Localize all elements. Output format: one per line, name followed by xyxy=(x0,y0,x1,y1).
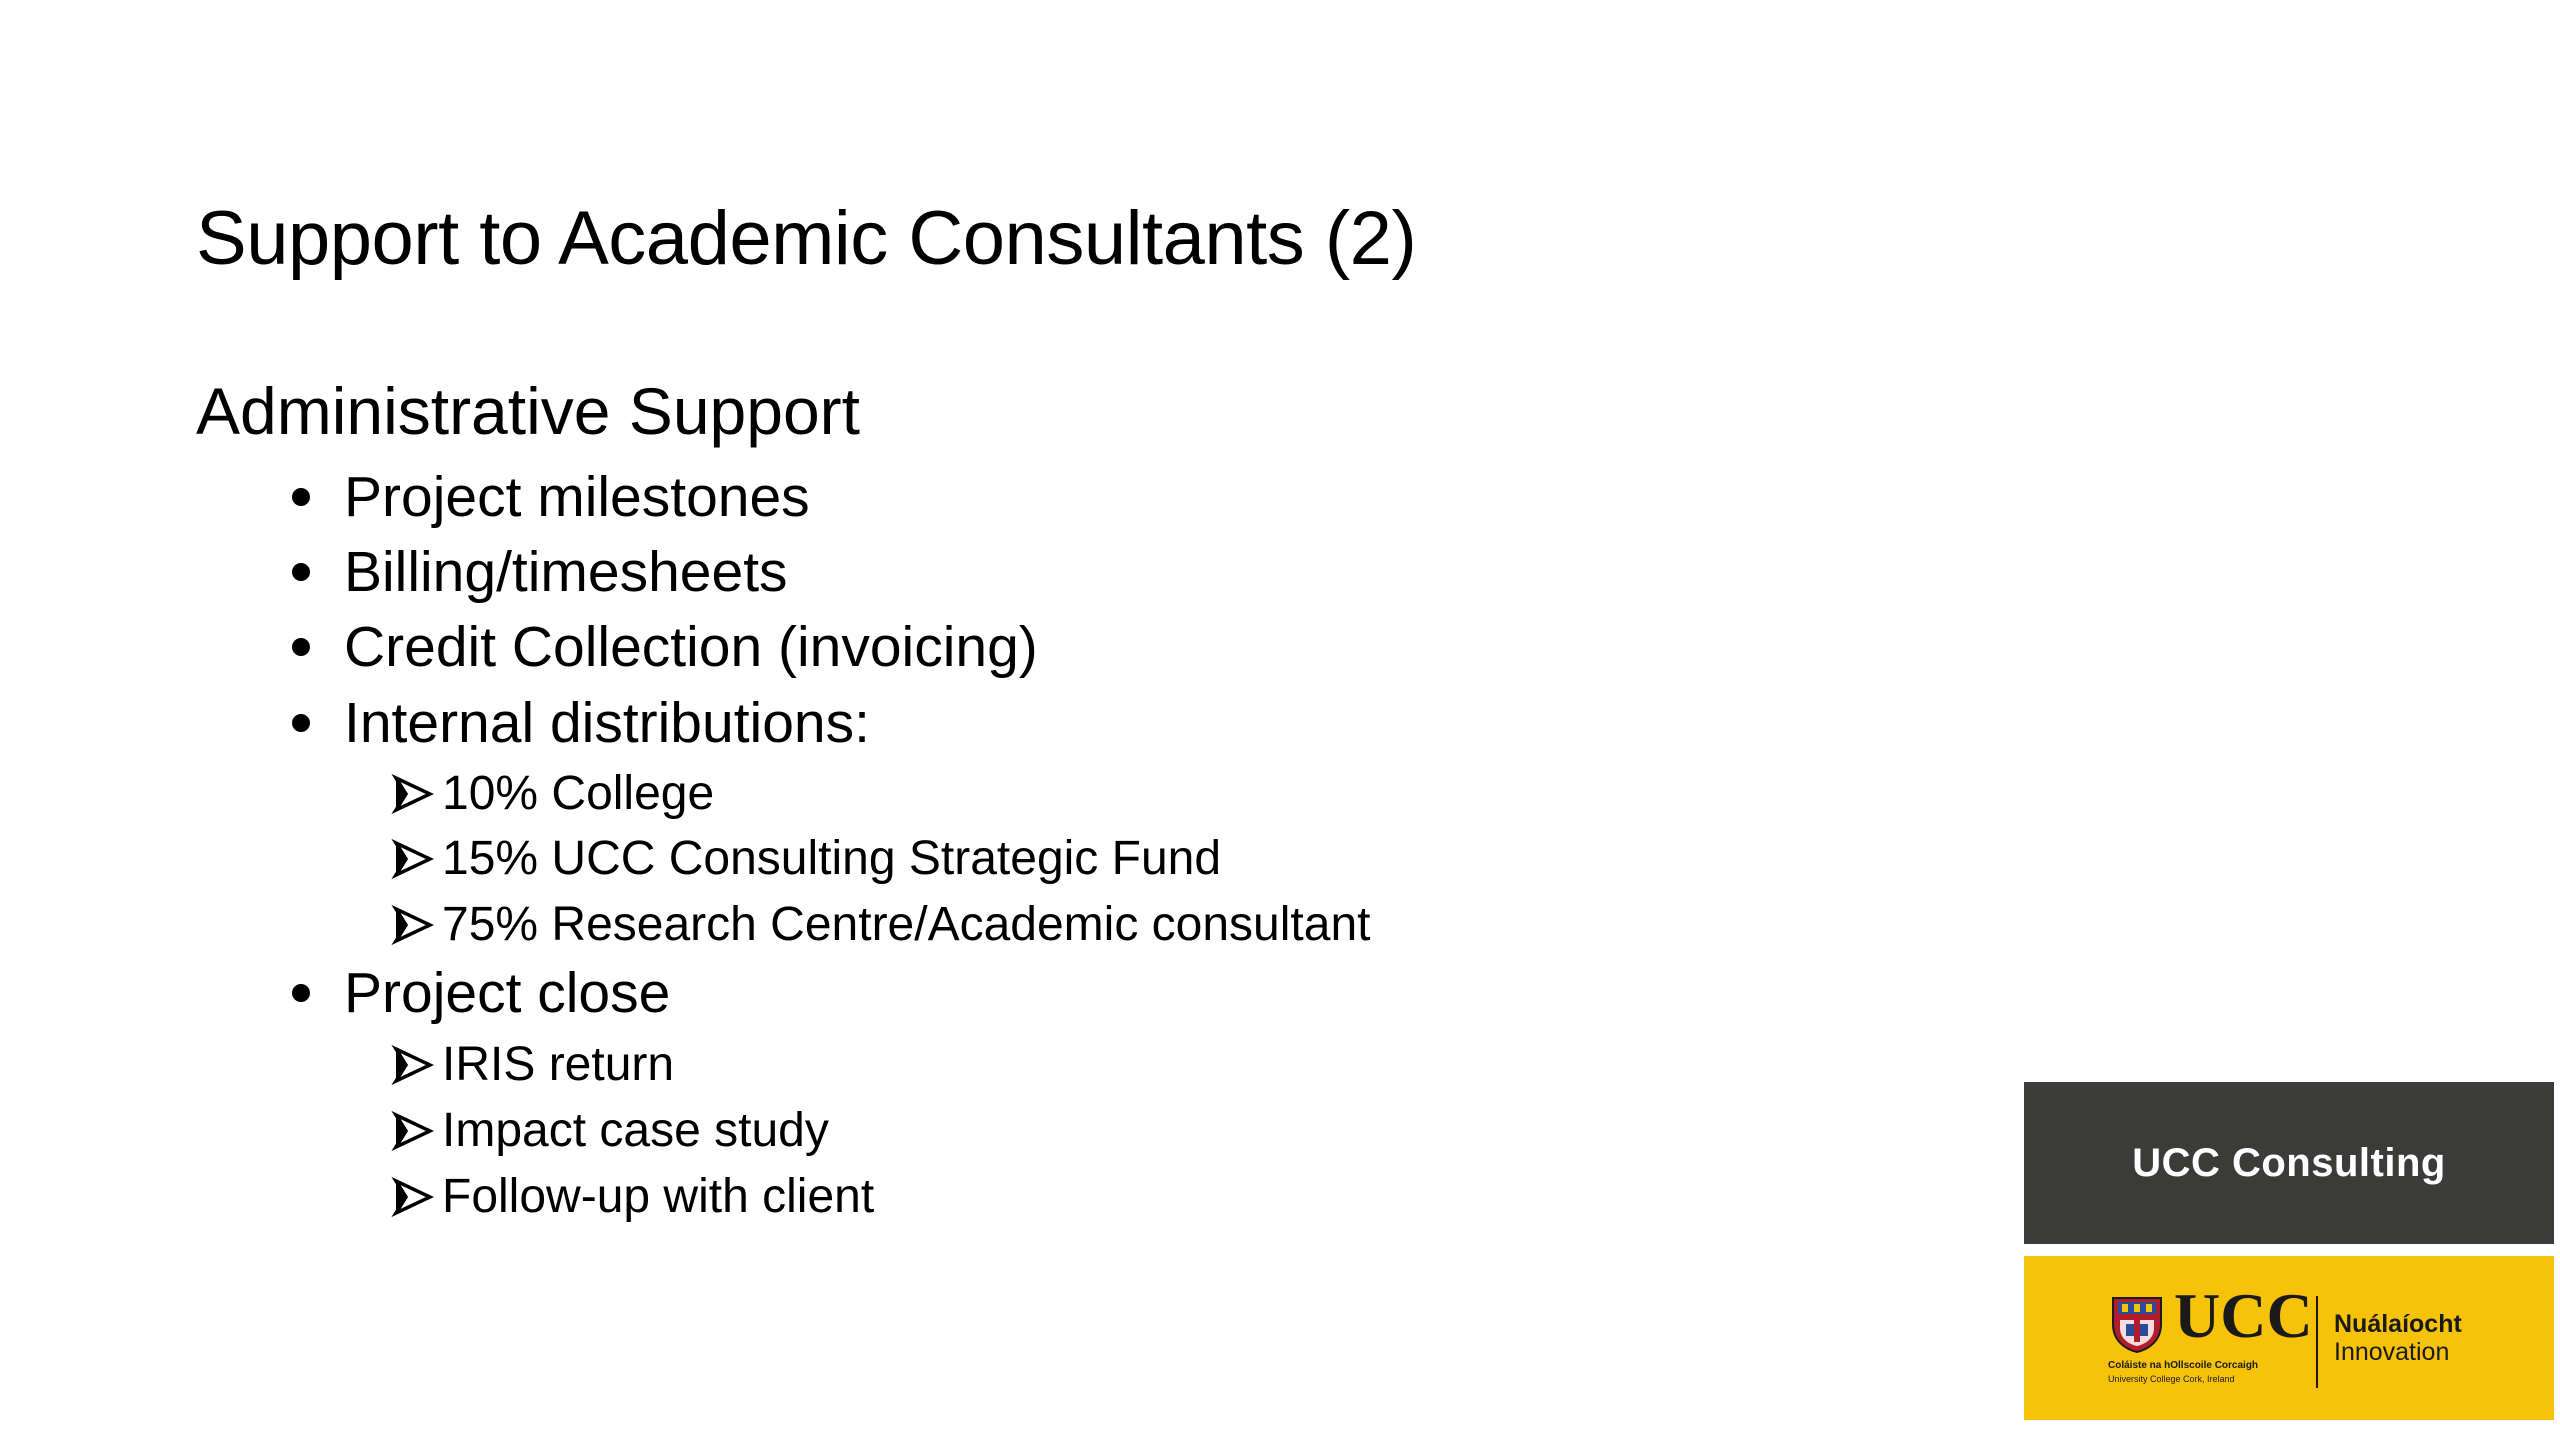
arrowhead-icon xyxy=(390,1175,434,1219)
bullet-item xyxy=(292,612,1038,682)
bullet-text: Internal distributions: xyxy=(344,690,870,755)
ucc-wordmark: UCC xyxy=(2174,1280,2313,1351)
innovation-english: Innovation xyxy=(2334,1338,2450,1366)
sub-bullet-item xyxy=(390,1036,674,1094)
arrowhead-icon xyxy=(390,1043,434,1087)
arrowhead-icon xyxy=(390,837,434,881)
bullet-text: Billing/timesheets xyxy=(344,539,788,604)
ucc-irish-name: Coláiste na hOllscoile Corcaigh xyxy=(2108,1360,2259,1371)
bullet-dot-icon xyxy=(292,984,310,1002)
bullet-item xyxy=(292,688,870,758)
sub-bullet-text: 75% Research Centre/Academic consultant xyxy=(442,898,1371,951)
ucc-innovation-logo xyxy=(2024,1256,2554,1420)
sub-bullet-item xyxy=(390,896,1370,954)
section-heading: Administrative Support xyxy=(196,374,860,448)
bullet-dot-icon xyxy=(292,563,310,581)
bullet-item xyxy=(292,958,670,1028)
sub-bullet-text: IRIS return xyxy=(442,1038,675,1091)
arrowhead-icon xyxy=(390,903,434,947)
bullet-text: Credit Collection (invoicing) xyxy=(344,614,1038,679)
ucc-crest-icon xyxy=(2110,1294,2164,1354)
bullet-item xyxy=(292,462,810,532)
arrowhead-icon xyxy=(390,772,434,816)
sub-bullet-item xyxy=(390,1168,874,1226)
sub-bullet-text: 10% College xyxy=(442,767,715,820)
innovation-irish: Nuálaíocht xyxy=(2334,1310,2462,1338)
bullet-dot-icon xyxy=(292,714,310,732)
bullet-item xyxy=(292,537,788,607)
sub-bullet-text: Follow-up with client xyxy=(442,1170,875,1223)
bullet-dot-icon xyxy=(292,638,310,656)
bullet-text: Project close xyxy=(344,960,671,1025)
sub-bullet-text: 15% UCC Consulting Strategic Fund xyxy=(442,832,1222,885)
slide-title: Support to Academic Consultants (2) xyxy=(196,195,1417,281)
ucc-consulting-banner xyxy=(2024,1082,2554,1244)
banner-text: UCC Consulting xyxy=(2132,1140,2446,1185)
bullet-dot-icon xyxy=(292,488,310,506)
arrowhead-icon xyxy=(390,1109,434,1153)
sub-bullet-item xyxy=(390,1102,829,1160)
sub-bullet-text: Impact case study xyxy=(442,1104,829,1157)
logo-divider xyxy=(2316,1296,2318,1388)
ucc-english-name: University College Cork, Ireland xyxy=(2108,1374,2235,1384)
sub-bullet-item xyxy=(390,830,1221,888)
bullet-text: Project milestones xyxy=(344,464,810,529)
sub-bullet-item xyxy=(390,765,714,823)
